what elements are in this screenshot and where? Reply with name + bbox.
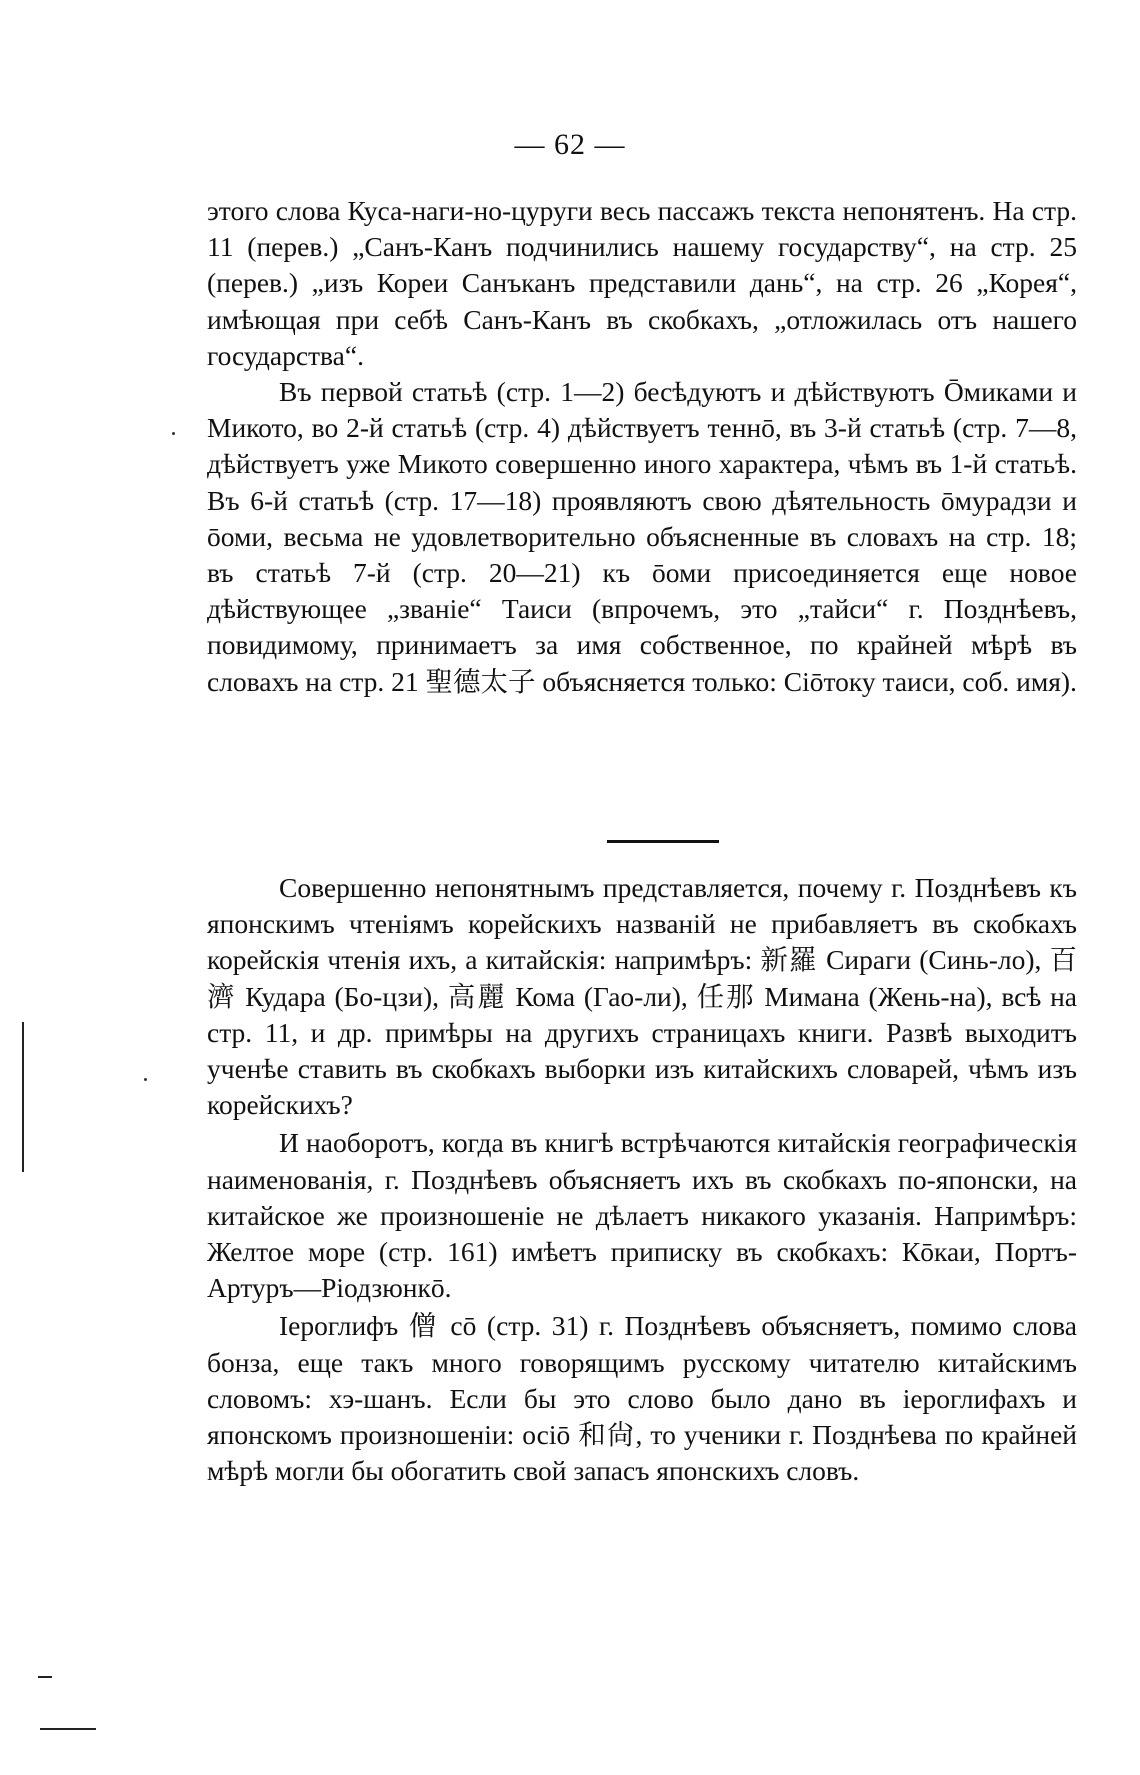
margin-line: [22, 1022, 24, 1172]
margin-dot: [144, 1078, 147, 1081]
text-block-lower: [207, 870, 1077, 1489]
paragraph-2: Въ первой статьѣ (стр. 1—2) бесѣдуютъ и дѣйствуютъ Ōмиками и Микото, во 2-й статьѣ (стр. 4) дѣйствуетъ теннō, въ 3-й статьѣ (стр. 7—8, дѣйствуетъ уже Микото совершенно иного характера, чѣмъ въ 1-й статьѣ. Въ 6-й статьѣ (стр. 17—18) проявляютъ свою дѣятельность ōмурадзи и ōоми, весьма не удовлетворительно объясненные въ словахъ на стр. 18; въ статьѣ 7-й (стр. 20—21) къ ōоми присоединяется еще новое дѣйствующее „званіе“ Таиси (впрочемъ, это „тайси“ г. Позднѣевъ, повидимому, принимаетъ за имя собственное, по крайней мѣрѣ въ словахъ на стр. 21 聖德太子 объясняется только: Сіōтоку таиси, соб. имя).: [207, 376, 1077, 697]
section-separator: [607, 840, 719, 843]
margin-dot: [172, 432, 175, 435]
page-number: — 62 —: [514, 128, 626, 161]
margin-line-bottom: [40, 1728, 96, 1730]
paragraph-4: И наоборотъ, когда въ книгѣ встрѣчаются китайскія географическія наименованія, г. Позднѣевъ объясняетъ ихъ въ скобкахъ по-японски, на китайское же произношеніе не дѣлаетъ никакого указанія. Напримѣръ: Желтое море (стр. 161) имѣетъ приписку въ скобкахъ: Кōкаи, Портъ-Артуръ—Ріодзюнкō.: [207, 1127, 1077, 1304]
paragraph-1: этого слова Куса-наги-но-цуруги весь пассажъ текста непонятенъ. На стр. 11 (перев.) „Санъ-Канъ подчинились нашему государству“, на стр. 25 (перев.) „изъ Кореи Санъканъ представили дань“, на стр. 26 „Корея“, имѣющая при себѣ Санъ-Канъ въ скобкахъ, „отложилась отъ нашего государства“.: [207, 195, 1077, 371]
paragraph-5: Іероглифъ 僧 сō (стр. 31) г. Позднѣевъ объясняетъ, помимо слова бонза, еще такъ много говорящимъ русскому читателю китайскимъ словомъ: хэ-шанъ. Если бы это слово было дано въ іероглифахъ и японскомъ произношеніи: осiō 和尙, то ученики г. Позднѣева по крайней мѣрѣ могли бы обогатить свой запасъ японскихъ словъ.: [207, 1310, 1077, 1487]
text-block-upper: [207, 193, 1077, 700]
margin-dash: [38, 1676, 52, 1678]
paragraph-3: Совершенно непонятнымъ представляется, почему г. Позднѣевъ къ японскимъ чтеніямъ корейскихъ названій не прибавляетъ въ скобкахъ корейскія чтенія ихъ, а китайскія: напримѣръ: 新羅 Сираги (Синь-ло), 百濟 Кудара (Бо-цзи), 高麗 Кома (Гао-ли), 任那 Мимана (Жень-на), всѣ на стр. 11, и др. примѣры на другихъ страницахъ книги. Развѣ выходитъ ученѣе ставить въ скобкахъ выборки изъ китайскихъ словарей, чѣмъ изъ корейскихъ?: [207, 872, 1077, 1121]
